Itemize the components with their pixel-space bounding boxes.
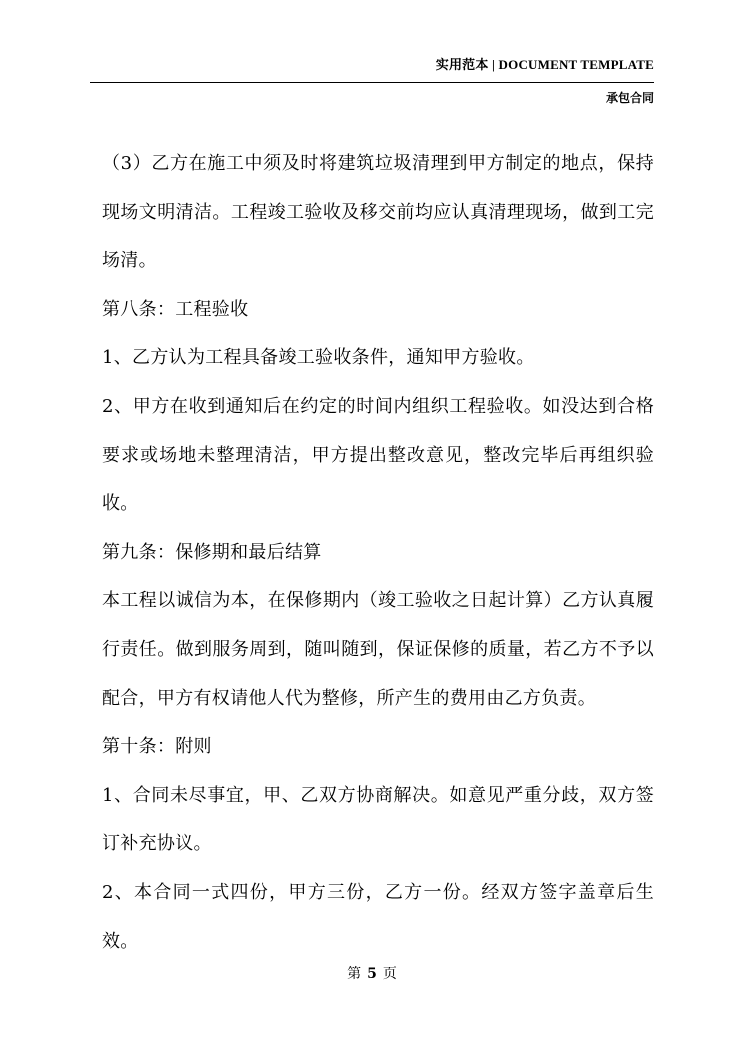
paragraph-supplementary-1: 1、合同未尽事宜，甲、乙双方协商解决。如意见严重分歧，双方签订补充协议。 — [102, 784, 654, 855]
section-heading-article-10: 第十条：附则 — [102, 736, 212, 758]
header-title: 实用范本 | DOCUMENT TEMPLATE — [435, 57, 654, 72]
page-number-value: 5 — [367, 966, 377, 982]
page-number-prefix: 第 — [347, 966, 362, 982]
section-heading-article-9: 第九条：保修期和最后结算 — [102, 541, 322, 563]
paragraph-warranty: 本工程以诚信为本，在保修期内（竣工验收之日起计算）乙方认真履行责任。做到服务周到，随叫随到，保证保修的质量，若乙方不予以配合，甲方有权请他人代为整修，所产生的费用由乙方负责。 — [102, 590, 654, 709]
paragraph-acceptance-2: 2、甲方在收到通知后在约定的时间内组织工程验收。如没达到合格要求或场地未整理清洁，甲方提出整改意见，整改完毕后再组织验收。 — [102, 395, 654, 515]
paragraph-supplementary-2: 2、本合同一式四份，甲方三份，乙方一份。经双方签字盖章后生效。 — [102, 881, 654, 952]
document-body — [102, 140, 654, 966]
paragraph-acceptance-1: 1、乙方认为工程具备竣工验收条件，通知甲方验收。 — [102, 347, 535, 369]
page-number-suffix: 页 — [382, 966, 397, 982]
header-divider — [90, 82, 654, 83]
header-subtitle: 承包合同 — [605, 91, 654, 105]
page-header — [90, 0, 654, 108]
page-number — [0, 963, 744, 983]
section-heading-article-8: 第八条：工程验收 — [102, 298, 249, 320]
paragraph-clause-3: （3）乙方在施工中须及时将建筑垃圾清理到甲方制定的地点，保持现场文明清洁。工程竣工验收及移交前均应认真清理现场，做到工完场清。 — [102, 153, 654, 272]
